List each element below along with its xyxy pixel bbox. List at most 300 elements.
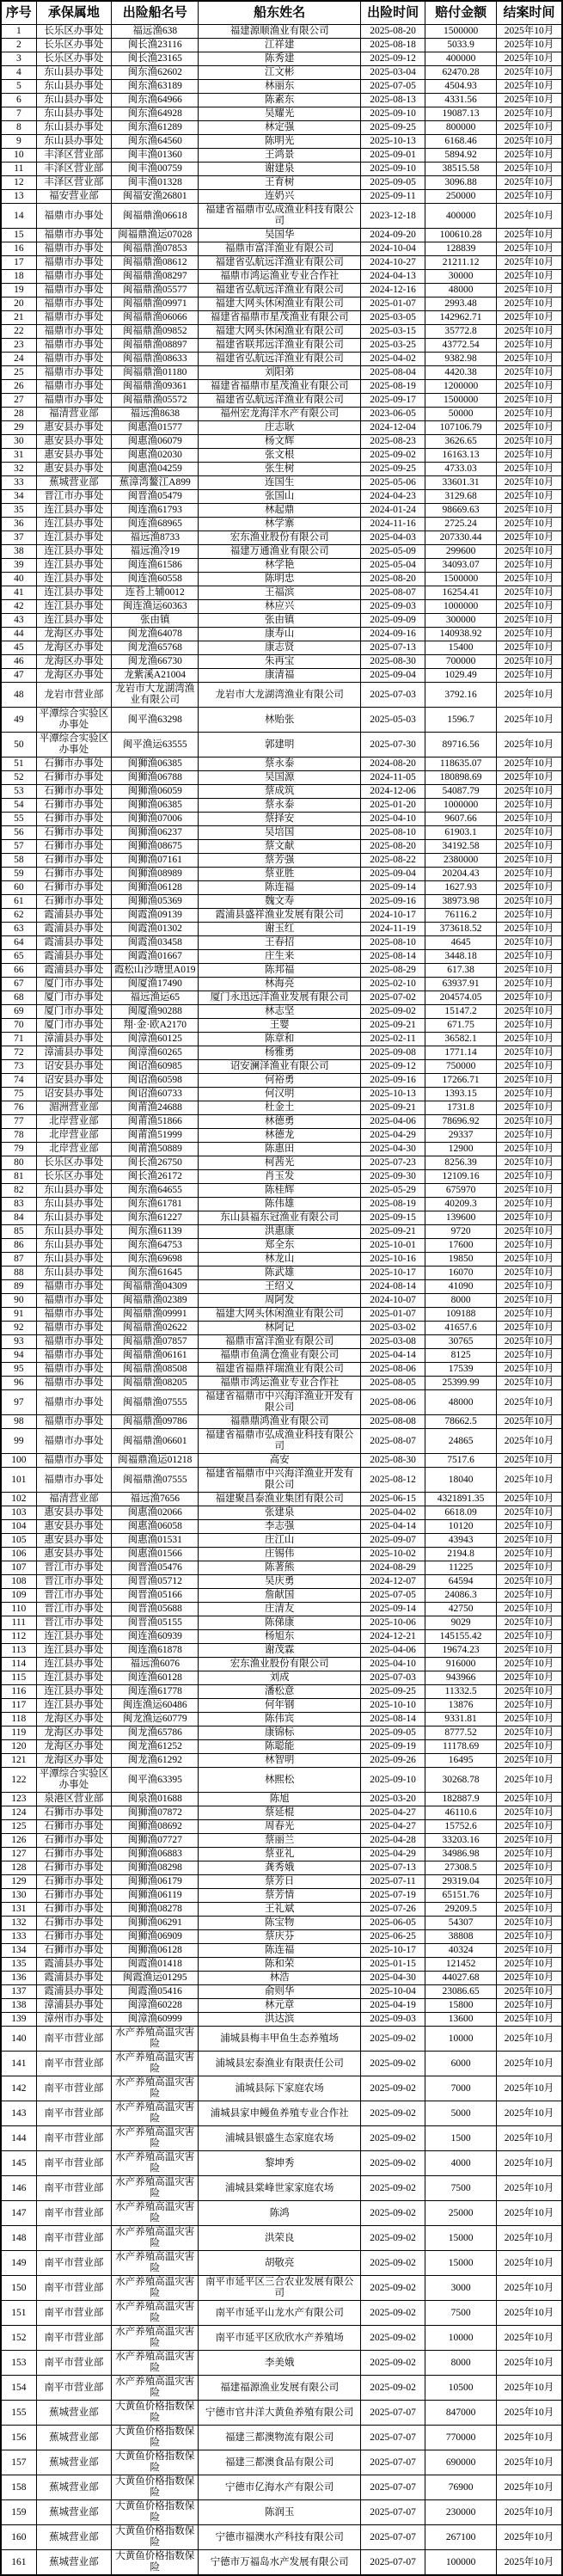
cell: 2025年10月 xyxy=(497,573,562,586)
cell: 闽霞渔09139 xyxy=(112,909,199,923)
header-cell: 出险时间 xyxy=(361,1,425,25)
cell: 9029 xyxy=(425,1616,497,1630)
cell: 闽龙渔66730 xyxy=(112,655,199,669)
cell: 福建大网头休闲渔业有限公司 xyxy=(199,297,361,311)
cell: 2025-09-26 xyxy=(361,1754,425,1768)
cell: 26 xyxy=(1,380,36,394)
cell: 15752.6 xyxy=(425,1820,497,1834)
cell: 闽莆渔51866 xyxy=(112,1115,199,1129)
cell: 69 xyxy=(1,1005,36,1019)
cell: 大黄鱼价格指数保险 xyxy=(112,2426,199,2450)
cell: 谢茂霖 xyxy=(199,1644,361,1658)
cell: 陈惠田 xyxy=(199,1143,361,1156)
cell: 龙海区办事处 xyxy=(36,1727,112,1740)
table-row xyxy=(1,52,562,66)
cell: 2025年10月 xyxy=(497,1115,562,1129)
cell: 109 xyxy=(1,1589,36,1603)
cell: 庄清友 xyxy=(199,1603,361,1616)
cell: 1500000 xyxy=(425,573,497,586)
cell: 闽东渔61645 xyxy=(112,1267,199,1280)
cell: 闽连渔61586 xyxy=(112,559,199,573)
cell: 180898.69 xyxy=(425,771,497,785)
cell: 50 xyxy=(1,733,36,757)
cell: 石狮市办事处 xyxy=(36,1806,112,1820)
cell: 浦城县宏泰渔业有限责任公司 xyxy=(199,2052,361,2076)
cell: 2025-07-07 xyxy=(361,2500,425,2525)
cell: 2025-10-04 xyxy=(361,1985,425,1999)
cell: 康锦标 xyxy=(199,1727,361,1740)
cell: 东山县办事处 xyxy=(36,1253,112,1267)
cell: 2025-09-12 xyxy=(361,1060,425,1074)
cell: 31 xyxy=(1,449,36,463)
cell: 福远渔冷19 xyxy=(112,545,199,559)
cell: 福鼎市办事处 xyxy=(36,1308,112,1322)
cell: 2025年10月 xyxy=(497,1377,562,1390)
cell: 2025年10月 xyxy=(497,394,562,408)
cell: 161 xyxy=(1,2550,36,2576)
table-row xyxy=(1,655,562,669)
cell: 2025年10月 xyxy=(497,1184,562,1198)
table-row xyxy=(1,1101,562,1115)
cell: 林德龙 xyxy=(199,1129,361,1143)
cell: 闽惠渔01577 xyxy=(112,421,199,435)
cell: 福鼎市办事处 xyxy=(36,1454,112,1468)
cell: 南平市延平区欣欣水产养殖场 xyxy=(199,2326,361,2351)
cell: 59 xyxy=(1,868,36,881)
cell: 2025-05-04 xyxy=(361,559,425,573)
header-cell: 赔付金额 xyxy=(425,1,497,25)
cell: 2025-03-20 xyxy=(361,1793,425,1806)
cell: 2025-10-01 xyxy=(361,1239,425,1253)
cell: 龙岩市营业部 xyxy=(36,683,112,708)
cell: 蔡丽兰 xyxy=(199,1834,361,1848)
cell: 2025-07-19 xyxy=(361,1889,425,1903)
cell: 诏安县办事处 xyxy=(36,1088,112,1101)
cell: 2025-08-07 xyxy=(361,586,425,600)
cell: 62470.28 xyxy=(425,66,497,80)
cell: 2023-06-05 xyxy=(361,408,425,421)
cell: 2024-10-27 xyxy=(361,256,425,270)
cell: 宁德市福澳水产科技有限公司 xyxy=(199,2525,361,2550)
cell: 霞浦县办事处 xyxy=(36,1958,112,1972)
cell: 连奶兴 xyxy=(199,190,361,204)
cell: 福建大网头休闲渔业有限公司 xyxy=(199,325,361,339)
cell: 福远渔运65 xyxy=(112,991,199,1005)
cell: 90 xyxy=(1,1294,36,1308)
cell: 2024-09-20 xyxy=(361,229,425,242)
cell: 78662.5 xyxy=(425,1415,497,1429)
cell: 2025年10月 xyxy=(497,1019,562,1033)
cell: 5033.9 xyxy=(425,39,497,52)
cell: 2025-09-25 xyxy=(361,1685,425,1699)
table-row xyxy=(1,1211,562,1225)
header-cell: 序号 xyxy=(1,1,36,25)
cell: 2025年10月 xyxy=(497,895,562,909)
cell: 张建泉 xyxy=(199,1506,361,1520)
cell: 43943 xyxy=(425,1534,497,1548)
cell: 4000 xyxy=(425,2151,497,2176)
table-row xyxy=(1,1848,562,1861)
cell: 13 xyxy=(1,190,36,204)
table-row xyxy=(1,435,562,449)
cell: 2025年10月 xyxy=(497,600,562,614)
cell: 陈桂辉 xyxy=(199,1184,361,1198)
cell: 2025年10月 xyxy=(497,311,562,325)
cell: 陈俤康 xyxy=(199,1616,361,1630)
cell: 南平市营业部 xyxy=(36,2076,112,2101)
cell: 2025-08-05 xyxy=(361,1377,425,1390)
cell: 49 xyxy=(1,708,36,733)
cell: 连江县办事处 xyxy=(36,573,112,586)
cell: 2025年10月 xyxy=(497,669,562,683)
table-row xyxy=(1,1699,562,1713)
table-row xyxy=(1,1468,562,1493)
table-row xyxy=(1,1143,562,1156)
cell: 2025年10月 xyxy=(497,1033,562,1046)
cell: 2025年10月 xyxy=(497,1349,562,1363)
cell: 97 xyxy=(1,1390,36,1415)
cell: 24 xyxy=(1,353,36,366)
cell: 闽福鼎渔08297 xyxy=(112,270,199,284)
cell: 连江县办事处 xyxy=(36,1644,112,1658)
cell: 2025年10月 xyxy=(497,614,562,628)
cell: 刘阳弟 xyxy=(199,366,361,380)
cell: 庄生来 xyxy=(199,950,361,964)
cell: 11 xyxy=(1,163,36,176)
cell: 60 xyxy=(1,881,36,895)
cell: 104 xyxy=(1,1520,36,1534)
cell: 2025年10月 xyxy=(497,2326,562,2351)
cell: 2025-09-02 xyxy=(361,2151,425,2176)
cell: 82 xyxy=(1,1184,36,1198)
table-row xyxy=(1,1390,562,1415)
table-row xyxy=(1,1225,562,1239)
cell: 福鼎市办事处 xyxy=(36,242,112,256)
cell: 闽狮渔05369 xyxy=(112,895,199,909)
cell: 36582.1 xyxy=(425,1033,497,1046)
cell: 林应兴 xyxy=(199,600,361,614)
cell: 2025-06-05 xyxy=(361,1917,425,1930)
cell: 王婴 xyxy=(199,1019,361,1033)
cell: 2024-10-07 xyxy=(361,1294,425,1308)
cell: 2025-04-27 xyxy=(361,1806,425,1820)
cell: 水产养殖高温灾害险 xyxy=(112,2201,199,2226)
table-row xyxy=(1,149,562,163)
cell: 林海亮 xyxy=(199,978,361,991)
cell: 漳浦县办事处 xyxy=(36,1033,112,1046)
table-row xyxy=(1,1493,562,1506)
cell: 17600 xyxy=(425,1239,497,1253)
cell: 2025年10月 xyxy=(497,2301,562,2326)
cell: 98669.63 xyxy=(425,504,497,518)
cell: 2025年10月 xyxy=(497,2450,562,2475)
cell: 2025年10月 xyxy=(497,353,562,366)
table-row xyxy=(1,757,562,771)
cell: 1627.93 xyxy=(425,881,497,895)
cell: 2025-04-06 xyxy=(361,1644,425,1658)
cell: 2025-08-14 xyxy=(361,1713,425,1727)
cell: 魏文寿 xyxy=(199,895,361,909)
cell: 蕉城营业部 xyxy=(36,2450,112,2475)
cell: 东山县办事处 xyxy=(36,107,112,121)
cell: 陈明忠 xyxy=(199,573,361,586)
cell: 2025-01-07 xyxy=(361,297,425,311)
cell: 2993.48 xyxy=(425,297,497,311)
table-row xyxy=(1,733,562,757)
cell: 2025年10月 xyxy=(497,1060,562,1074)
cell: 44027.68 xyxy=(425,1972,497,1985)
cell: 福鼎市办事处 xyxy=(36,366,112,380)
cell: 2025-09-04 xyxy=(361,669,425,683)
table-row xyxy=(1,1506,562,1520)
table-row xyxy=(1,964,562,978)
cell: 207330.44 xyxy=(425,531,497,545)
cell: 龙海区办事处 xyxy=(36,628,112,641)
cell: 东山县办事处 xyxy=(36,94,112,107)
cell: 2025年10月 xyxy=(497,1754,562,1768)
cell: 54307 xyxy=(425,1917,497,1930)
table-row xyxy=(1,2027,562,2052)
cell: 17266.71 xyxy=(425,1074,497,1088)
cell: 俞则华 xyxy=(199,1985,361,1999)
cell: 149 xyxy=(1,2251,36,2276)
table-row xyxy=(1,1005,562,1019)
table-row xyxy=(1,909,562,923)
cell: 南平市营业部 xyxy=(36,2376,112,2401)
cell: 陈宝物 xyxy=(199,1917,361,1930)
cell: 水产养殖高温灾害险 xyxy=(112,2226,199,2251)
cell: 南平市营业部 xyxy=(36,2176,112,2201)
cell: 19087.13 xyxy=(425,107,497,121)
cell: 130 xyxy=(1,1889,36,1903)
cell: 福建大网头休闲渔业有限公司 xyxy=(199,1308,361,1322)
table-row xyxy=(1,1740,562,1754)
cell: 福建省弘航远洋渔业有限公司 xyxy=(199,353,361,366)
cell: 2025-04-29 xyxy=(361,1129,425,1143)
cell: 8777.52 xyxy=(425,1727,497,1740)
table-row xyxy=(1,708,562,733)
table-row xyxy=(1,1806,562,1820)
table-row xyxy=(1,950,562,964)
table-row xyxy=(1,2426,562,2450)
cell: 闽龙渔61252 xyxy=(112,1740,199,1754)
cell: 1000000 xyxy=(425,799,497,813)
cell: 98 xyxy=(1,1415,36,1429)
cell: 闽狮渔06291 xyxy=(112,1917,199,1930)
cell: 152 xyxy=(1,2326,36,2351)
cell: 水产养殖高温灾害险 xyxy=(112,2351,199,2376)
cell: 76116.2 xyxy=(425,909,497,923)
cell: 2025年10月 xyxy=(497,1322,562,1335)
cell: 2025-09-02 xyxy=(361,2101,425,2126)
cell: 闽福鼎渔09991 xyxy=(112,1308,199,1322)
cell: 石狮市办事处 xyxy=(36,1917,112,1930)
cell: 闽东渔61781 xyxy=(112,1198,199,1211)
cell: 福清营业部 xyxy=(36,408,112,421)
cell: 2025-09-17 xyxy=(361,394,425,408)
cell: 89 xyxy=(1,1280,36,1294)
cell: 福鼎市鱼满仓渔业有限公司 xyxy=(199,1349,361,1363)
cell: 福远渔6076 xyxy=(112,1658,199,1671)
cell: 2025年10月 xyxy=(497,1046,562,1060)
cell: 2025-09-10 xyxy=(361,1768,425,1793)
cell: 宁德市亿海水产有限公司 xyxy=(199,2475,361,2500)
cell: 康寿山 xyxy=(199,628,361,641)
table-row xyxy=(1,2276,562,2301)
cell: 石狮市办事处 xyxy=(36,1903,112,1917)
cell: 福鼎市鸿运渔业专业合作社 xyxy=(199,270,361,284)
cell: 吴国源 xyxy=(199,771,361,785)
cell: 2025-03-05 xyxy=(361,311,425,325)
cell: 110 xyxy=(1,1603,36,1616)
header-row xyxy=(1,1,562,25)
cell: 福建省弘航远洋渔业有限公司 xyxy=(199,394,361,408)
cell: 2025-09-08 xyxy=(361,1046,425,1060)
table-row xyxy=(1,771,562,785)
cell: 33 xyxy=(1,476,36,490)
cell: 晋江市办事处 xyxy=(36,1589,112,1603)
cell: 连江县办事处 xyxy=(36,531,112,545)
cell: 南平市营业部 xyxy=(36,2027,112,2052)
cell: 2025年10月 xyxy=(497,1793,562,1806)
cell: 厦门市办事处 xyxy=(36,1005,112,1019)
cell: 2025年10月 xyxy=(497,1861,562,1875)
cell: 诏安县办事处 xyxy=(36,1060,112,1074)
table-row xyxy=(1,366,562,380)
cell: 2025年10月 xyxy=(497,2376,562,2401)
cell: 153 xyxy=(1,2351,36,2376)
cell: 2025-07-07 xyxy=(361,2450,425,2475)
cell: 石狮市办事处 xyxy=(36,1834,112,1848)
cell: 2025-09-02 xyxy=(361,2251,425,2276)
cell: 蕉城营业部 xyxy=(36,476,112,490)
cell: 林浩 xyxy=(199,1972,361,1985)
cell: 6618.09 xyxy=(425,1506,497,1520)
cell: 北岸营业部 xyxy=(36,1115,112,1129)
cell: 2025-07-07 xyxy=(361,2401,425,2426)
cell: 闽狮渔08278 xyxy=(112,1903,199,1917)
cell: 1200000 xyxy=(425,380,497,394)
table-row xyxy=(1,80,562,94)
cell: 2025年10月 xyxy=(497,1820,562,1834)
cell: 福建省福鼎市中兴海洋渔业开发有限公司 xyxy=(199,1468,361,1493)
cell: 林丽东 xyxy=(199,80,361,94)
cell: 35 xyxy=(1,504,36,518)
cell: 福鼎市办事处 xyxy=(36,1377,112,1390)
cell: 蕉城营业部 xyxy=(36,2500,112,2525)
cell: 杨雅勇 xyxy=(199,1046,361,1060)
cell: 29319.04 xyxy=(425,1875,497,1889)
cell: 福鼎市办事处 xyxy=(36,1280,112,1294)
table-row xyxy=(1,1415,562,1429)
cell: 闽霞渔01302 xyxy=(112,923,199,936)
cell: 长乐区办事处 xyxy=(36,52,112,66)
cell: 宏东渔业股份有限公司 xyxy=(199,531,361,545)
cell: 水产养殖高温灾害险 xyxy=(112,2251,199,2276)
cell: 石狮市办事处 xyxy=(36,1820,112,1834)
cell: 蔡庆芬 xyxy=(199,1930,361,1944)
cell: 南平市营业部 xyxy=(36,2052,112,2076)
table-row xyxy=(1,1875,562,1889)
cell: 2194.8 xyxy=(425,1548,497,1561)
cell: 2024-11-05 xyxy=(361,771,425,785)
cell: 38973.98 xyxy=(425,895,497,909)
table-row xyxy=(1,284,562,297)
table-row xyxy=(1,1349,562,1363)
cell: 2025-09-21 xyxy=(361,1101,425,1115)
cell: 平潭综合实验区办事处 xyxy=(36,708,112,733)
cell: 2024-12-04 xyxy=(361,421,425,435)
cell: 龙海区办事处 xyxy=(36,1740,112,1754)
cell: 2025年10月 xyxy=(497,2525,562,2550)
cell: 水产养殖高温灾害险 xyxy=(112,2101,199,2126)
cell: 96 xyxy=(1,1377,36,1390)
cell: 北岸营业部 xyxy=(36,1143,112,1156)
cell: 48 xyxy=(1,683,36,708)
cell: 204574.05 xyxy=(425,991,497,1005)
cell: 2025-03-15 xyxy=(361,325,425,339)
cell: 何年钢 xyxy=(199,1699,361,1713)
cell: 103 xyxy=(1,1506,36,1520)
table-row xyxy=(1,1294,562,1308)
cell: 8 xyxy=(1,121,36,135)
cell: 闽晋渔05688 xyxy=(112,1603,199,1616)
cell: 2025年10月 xyxy=(497,1415,562,1429)
table-row xyxy=(1,1363,562,1377)
cell: 福鼎市办事处 xyxy=(36,1390,112,1415)
cell: 2025-06-25 xyxy=(361,1930,425,1944)
cell: 湄洲营业部 xyxy=(36,1101,112,1115)
cell: 140938.92 xyxy=(425,628,497,641)
cell: 浦城县家申鳗鱼养殖专业合作社 xyxy=(199,2101,361,2126)
cell: 2025年10月 xyxy=(497,1429,562,1454)
cell: 128 xyxy=(1,1861,36,1875)
cell: 陈秀建 xyxy=(199,52,361,66)
cell: 2025年10月 xyxy=(497,531,562,545)
cell: 闽长渔26172 xyxy=(112,1170,199,1184)
cell: 闽惠渔02030 xyxy=(112,449,199,463)
cell: 916000 xyxy=(425,1658,497,1671)
table-row xyxy=(1,325,562,339)
cell: 2025-03-02 xyxy=(361,1322,425,1335)
cell: 2025-07-07 xyxy=(361,2426,425,2450)
cell: 2025年10月 xyxy=(497,25,562,39)
cell: 77 xyxy=(1,1115,36,1129)
cell: 陈和荣 xyxy=(199,1958,361,1972)
cell: 2025-09-05 xyxy=(361,176,425,190)
cell: 2025-07-07 xyxy=(361,2525,425,2550)
cell: 1393.15 xyxy=(425,1088,497,1101)
table-row xyxy=(1,94,562,107)
cell: 大黄鱼价格指数保险 xyxy=(112,2525,199,2550)
cell: 闽龙渔61292 xyxy=(112,1754,199,1768)
cell: 闽平渔运63555 xyxy=(112,733,199,757)
cell: 7500 xyxy=(425,2176,497,2201)
cell: 闽福鼎渔运07028 xyxy=(112,229,199,242)
table-row xyxy=(1,2251,562,2276)
cell: 2025年10月 xyxy=(497,408,562,421)
table-row xyxy=(1,1603,562,1616)
cell: 2025-03-25 xyxy=(361,339,425,353)
cell: 陈邦福 xyxy=(199,964,361,978)
cell: 76 xyxy=(1,1101,36,1115)
cell: 福鼎市办事处 xyxy=(36,325,112,339)
cell: 40209.3 xyxy=(425,1198,497,1211)
cell: 2025年10月 xyxy=(497,1101,562,1115)
cell: 2025年10月 xyxy=(497,708,562,733)
cell: 福鼎市办事处 xyxy=(36,270,112,284)
cell: 2025年10月 xyxy=(497,785,562,799)
